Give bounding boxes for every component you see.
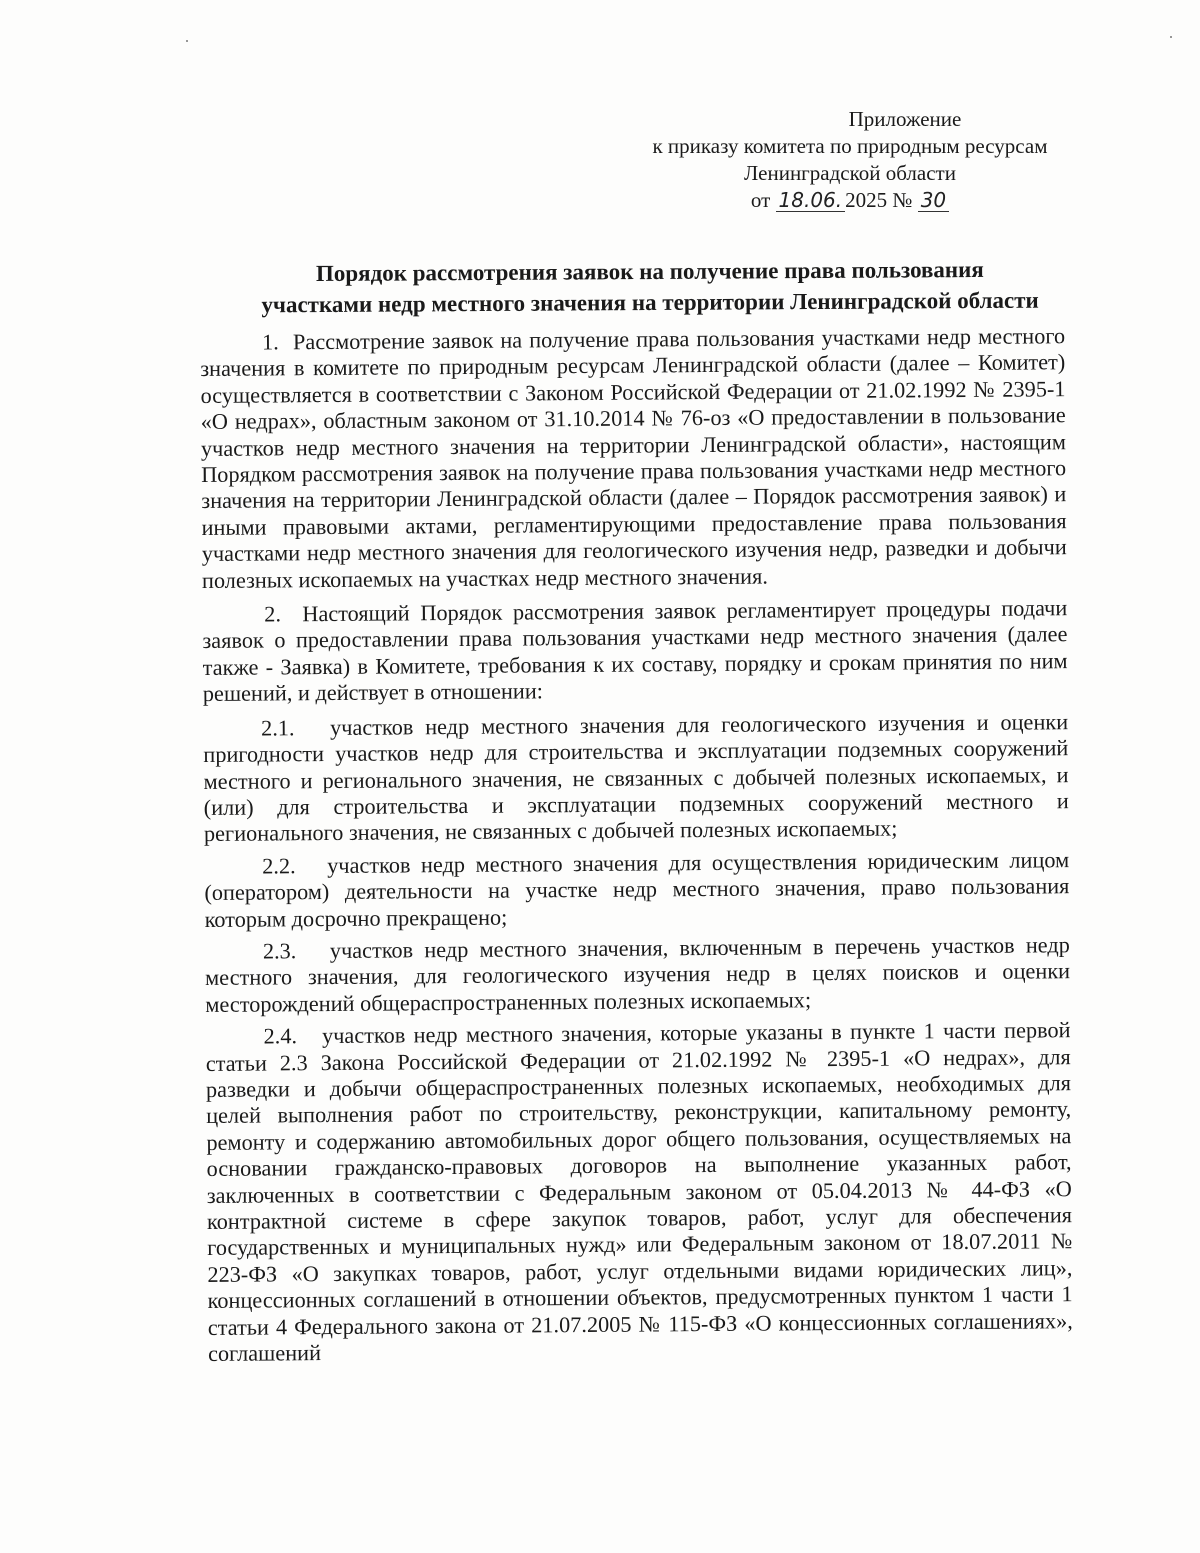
section-number: 2.3. [262, 938, 297, 964]
section-text: участков недр местного значения для осуществления юридическим лицом (оператором) деятельности на участке недр местного значения, право пользования которым досрочно прекращено; [204, 846, 1070, 932]
section-number: 1. [261, 329, 279, 355]
subsection-paragraph [203, 709, 1069, 848]
title-line-2: участками недр местного значения на территории Ленинградской области [261, 287, 1039, 318]
date-prefix: от [750, 188, 771, 212]
appendix-label: Приложение [848, 107, 962, 131]
date-year: 2025 № [845, 188, 913, 212]
handwritten-order-number: 30 [918, 189, 949, 212]
section-text: участков недр местного значения, которые указаны в пункте 1 части первой статьи 2.3 Закона Российской Федерации от 21.02.1992 № 2395-1 «О недрах», для разведки и добычи общераспространенных полезных ископаемых, необходимых для целей выполнения работ по строительству, реконструкции, капитальному ремонту, ремонту и содержанию автомобильных дорог общего пользования, осуществляемых на основании гражданско-правовых договоров на выполнение указанных работ, заключенных в соответствии с Федеральным законом от 05.04.2013 № 44-ФЗ «О контрактной системе в сфере закупок товаров, работ, услуг для обеспечения государственных и муниципальных нужд» или Федеральным законом от 18.07.2011 № 223-ФЗ «О закупках товаров, работ, услуг отдельными видами юридических лиц», концессионных соглашений в отношении объектов, предусмотренных пунктом 1 части 1 статьи 4 Федерального закона от 21.07.2005 № 115-ФЗ «О концессионных соглашениях», соглашений [205, 1017, 1073, 1366]
appendix-header [640, 106, 1060, 214]
section-number: 2.2. [262, 852, 296, 879]
section-text: Настоящий Порядок рассмотрения заявок регламентирует процедуры подачи заявок о предоставлении права пользования участками недр местного значения (далее также - Заявка) в Комитете, требования к их составу, порядку и срокам принятия по ним решений, и действует в отношении: [202, 595, 1068, 707]
appendix-date-line [640, 187, 1060, 214]
scan-speck [1170, 36, 1172, 38]
section-text: Рассмотрение заявок на получение права пользования участками недр местного значения в комитете по природным ресурсам Ленинградской области (далее – Комитет) осуществляется в соответствии с Законом Российской Федерации от 21.02.1992 № 2395-1 «О недрах», областным законом от 31.10.2014 № 76-оз «О предоставлении в пользование участков недр местного значения на территории Ленинградской области», настоящим Порядком рассмотрения заявок на получение права пользования участками недр местного значения на территории Ленинградской области (далее – Порядок рассмотрения заявок) и иными правовыми актами, регламентирующими предоставление права пользования участками недр местного значения для геологического изучения недр, разведки и добычи полезных ископаемых на участках недр местного значения. [200, 323, 1067, 593]
subsection-paragraph [205, 932, 1071, 1018]
handwritten-date: 18.06. [776, 189, 846, 212]
section-number: 2.1. [261, 714, 295, 741]
document-body [200, 323, 1073, 1373]
section-text: участков недр местного значения, включенным в перечень участков недр местного значения, для геологического изучения недр в целях поисков и оценки месторождений общераспространенных полезных ископаемых; [204, 932, 1071, 1017]
subsection-paragraph [205, 1017, 1073, 1367]
title-line-1: Порядок рассмотрения заявок на получение права пользования [315, 256, 984, 287]
section-paragraph [200, 323, 1067, 594]
section-text: участков недр местного значения для геологического изучения и оценки пригодности участков недр для строительства и эксплуатации подземных сооружений местного и регионального значения, не связанных с добычей полезных ископаемых, и (или) для строительства и эксплуатации подземных сооружений местного и регионального значения, не связанных с добычей полезных ископаемых; [203, 708, 1069, 847]
appendix-region: Ленинградской области [744, 161, 956, 185]
section-number: 2. [264, 601, 282, 627]
subsection-paragraph [204, 847, 1070, 933]
appendix-order-ref: к приказу комитета по природным ресурсам [652, 134, 1048, 158]
section-number: 2.4. [263, 1023, 298, 1049]
document-title [210, 253, 1090, 320]
section-paragraph [202, 595, 1068, 707]
scan-speck [186, 40, 188, 42]
